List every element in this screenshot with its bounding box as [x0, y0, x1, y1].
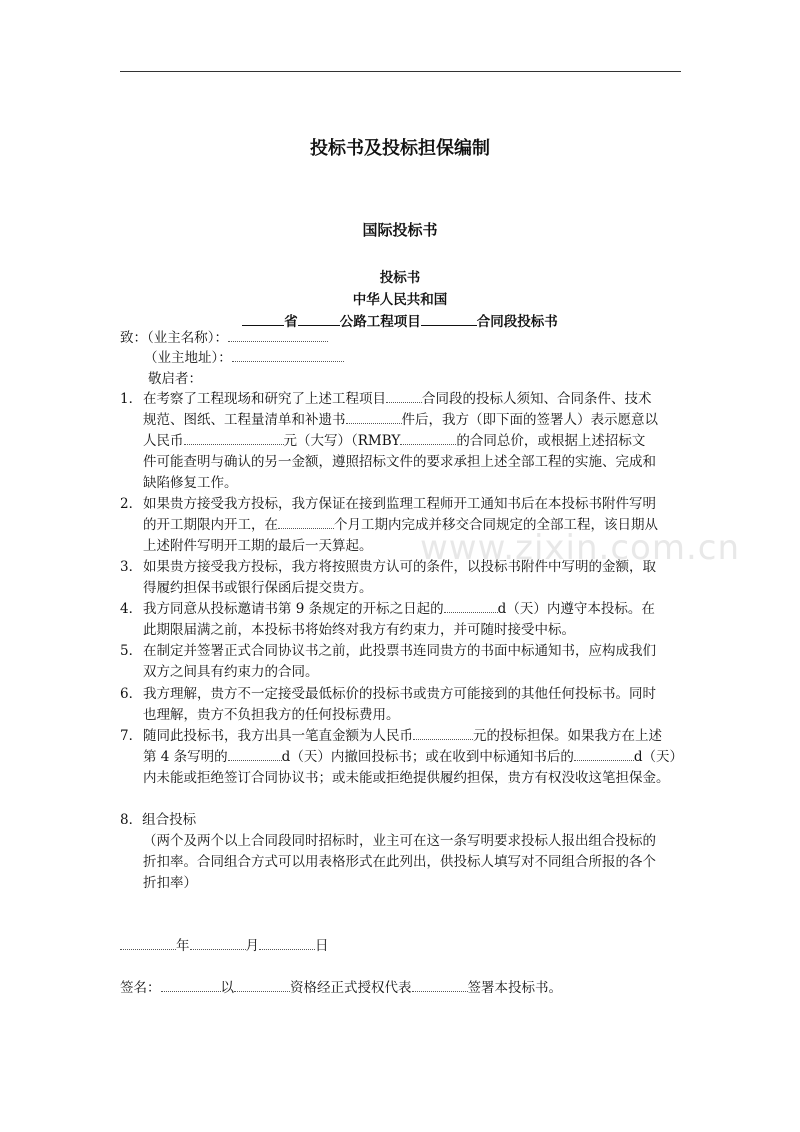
p5-line: 在制定并签署正式合同协议书之前，此投票书连同贵方的书面中标通知书，应构成我们	[143, 643, 656, 659]
blank-amount-words[interactable]	[400, 433, 456, 445]
p6-line: 也理解，贵方不负担我方的任何投标费用。	[143, 707, 400, 723]
p2-line: 的开工期限内开工，在 个月工期内完成并移交合同规定的全部工程，该日期从	[143, 517, 658, 533]
blank-province[interactable]	[242, 312, 284, 326]
blank-owner-address[interactable]	[232, 350, 344, 362]
item-number: 6．	[120, 686, 143, 702]
p2-line: 如果贵方接受我方投标，我方保证在接到监理工程师开工通知书后在本投标书附件写明	[143, 496, 656, 512]
p3-line: 得履约担保书或银行保函后提交贵方。	[143, 580, 373, 596]
blank-day[interactable]	[259, 938, 315, 950]
heading-country: 中华人民共和国	[352, 292, 448, 308]
item-number: 4．	[120, 601, 143, 617]
p8-heading: 8．组合投标	[120, 812, 197, 828]
blank-project[interactable]	[386, 391, 422, 403]
p7-line: 随同此投标书，我方出具一笔直金额为人民币 元的投标担保。如果我方在上述	[143, 728, 662, 744]
p7-line: 第 4 条写明的 d（天）内撤回投标书；或在收到中标通知书后的 d（天）	[143, 749, 683, 765]
to-line: 致：（业主名称）：	[120, 328, 328, 348]
p8-line: 折扣率）	[143, 875, 197, 891]
blank-withdraw-days[interactable]	[228, 749, 282, 761]
blank-addenda[interactable]	[346, 412, 402, 424]
blank-sign-days[interactable]	[574, 749, 634, 761]
item-number: 2．	[120, 496, 143, 512]
item-number: 7．	[120, 728, 143, 744]
p3-line: 如果贵方接受我方投标，我方将按照贵方认可的条件，以投标书附件中写明的金额，取	[143, 559, 656, 575]
p1-line: 缺陷修复工作。	[143, 475, 238, 491]
blank-validity-days[interactable]	[444, 601, 498, 613]
doc-title: 投标书及投标担保编制	[310, 138, 490, 159]
item-number: 1．	[120, 391, 143, 407]
blank-section[interactable]	[421, 312, 477, 326]
p1-line: 规范、图纸、工程量清单和补遗书 件后，我方（即下面的签署人）表示愿意以	[143, 412, 658, 428]
p1-line: 件可能查明与确认的另一金额，遵照招标文件的要求承担上述全部工程的实施、完成和	[143, 454, 656, 470]
blank-guarantee-amount[interactable]	[413, 728, 473, 740]
blank-month[interactable]	[190, 938, 246, 950]
header-rule	[120, 71, 681, 72]
watermark: www.zixin.com.cn	[420, 528, 740, 568]
addr-line: （业主地址）：	[144, 348, 344, 368]
blank-amount[interactable]	[184, 433, 284, 445]
blank-year[interactable]	[120, 938, 176, 950]
item-number: 5．	[120, 643, 143, 659]
p4-line: 我方同意从投标邀请书第 9 条规定的开标之日起的 d（天）内遵守本投标。在	[143, 601, 655, 617]
salutation: 敬启者：	[148, 371, 202, 387]
blank-signature[interactable]	[161, 980, 221, 992]
blank-months[interactable]	[278, 517, 334, 529]
p6-line: 我方理解，贵方不一定接受最低标价的投标书或贵方可能接到的其他任何投标书。同时	[143, 686, 656, 702]
p8-line: 折扣率。合同组合方式可以用表格形式在此列出，供投标人填写对不同组合所报的各个	[143, 854, 656, 870]
p2-line: 上述附件写明开工期的最后一天算起。	[143, 538, 373, 554]
doc-subtitle: 国际投标书	[362, 221, 438, 239]
signature-line: 签名： 以 资格经正式授权代表 签署本投标书。	[120, 980, 562, 996]
blank-road[interactable]	[298, 312, 340, 326]
blank-owner-name[interactable]	[228, 330, 328, 342]
item-number: 3．	[120, 559, 143, 575]
p5-line: 双方之间具有约束力的合同。	[143, 664, 319, 680]
p1-line: 人民币 元（大写）（RMBY 的合同总价，或根据上述招标文	[143, 433, 646, 449]
p8-line: （两个及两个以上合同段同时招标时，业主可在这一条写明要求投标人报出组合投标的	[143, 833, 656, 849]
p7-line: 内未能或拒绝签订合同协议书；或未能或拒绝提供履约担保，贵方有权没收这笔担保金。	[143, 770, 670, 786]
date-line: 年 月 日	[120, 936, 329, 956]
p1-line: 在考察了工程现场和研究了上述工程项目 合同段的投标人须知、合同条件、技术	[143, 391, 652, 407]
p4-line: 此期限届满之前，本投标书将始终对我方有约束力，并可随时接受中标。	[143, 622, 575, 638]
blank-representative[interactable]	[412, 980, 468, 992]
heading-bid: 投标书	[379, 270, 421, 286]
heading-project: 省 公路工程项目 合同段投标书	[0, 310, 800, 330]
blank-capacity[interactable]	[234, 980, 290, 992]
